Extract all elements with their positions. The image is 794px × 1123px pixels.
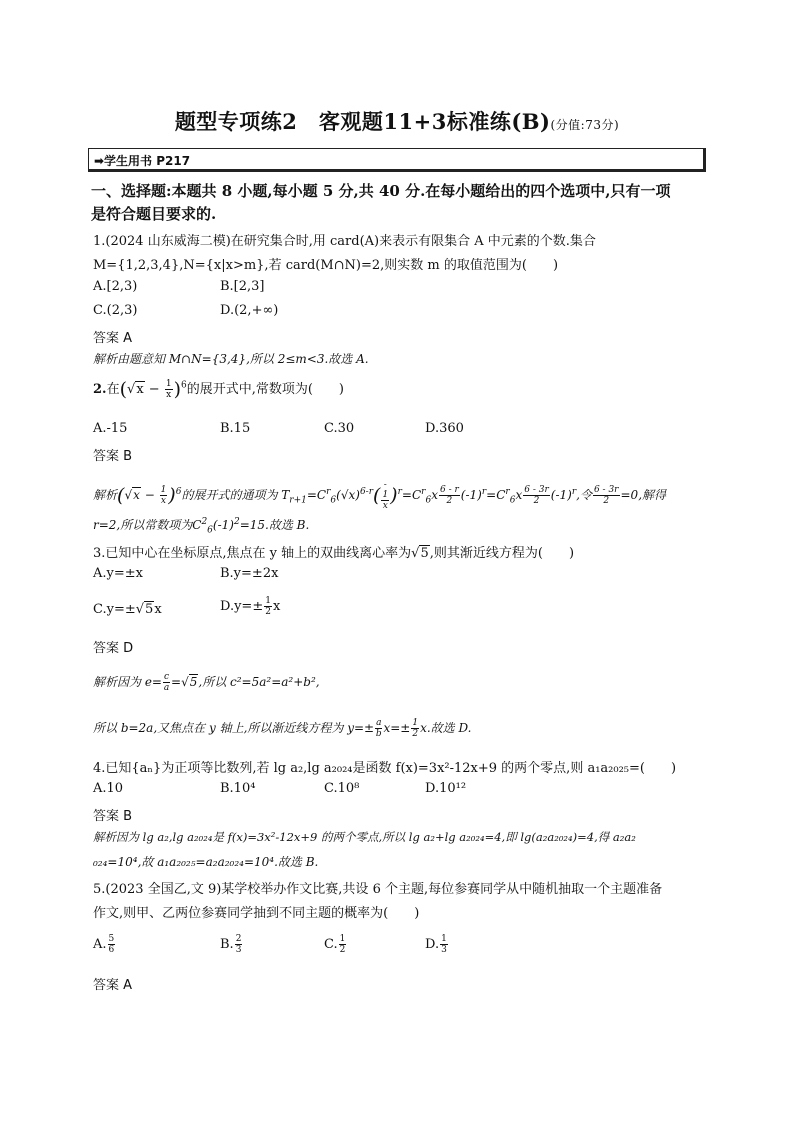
q2-option-a: A.-15 [93, 421, 128, 436]
q1-solution: 解析由题意知 M∩N={3,4},所以 2≤m<3.故选 A. [93, 352, 369, 366]
q4-option-d: D.10¹² [425, 781, 467, 796]
q3-solution-line1: 解析因为 e= $\frac{c}{a}$ =√5,所以 c²=5a²=a²+b², [93, 672, 320, 693]
q2-solution-line1: 解析(√x − $\frac{1}{x}$ )$^6$的展开式的通项为 $T_{r+1}=C^r_6(√x)^{6-r}$( - 1 x )$^r=C^r_6x$ $\frac{6 - r}{2}$ $(-1)^r=C^r_6x$ $\frac{6 - 3r}{2}$ $(-1)^r$,令 $\frac{6 - 3r}{2}$ =0,解得 [93, 480, 667, 511]
q3-option-c: C.y=±√5x [93, 602, 162, 617]
q2-solution-line2: r=2,所以常数项为$C^2_6(-1)^2=15$.故选 B. [93, 517, 310, 536]
q1-option-c: C.(2,3) [93, 303, 138, 318]
q4-option-b: B.10⁴ [220, 781, 256, 796]
q2-stem: 2.在(√x − $\frac{1}{x}$ )$^6$的展开式中,常数项为( ) [93, 378, 344, 401]
q3-answer: 答案 D [93, 641, 134, 656]
q5-option-c: C. $\frac{1}{2}$ [324, 934, 346, 955]
q3-option-d: D.y=± $\frac{1}{2}$ x [220, 596, 281, 617]
title-score: (分值:73分) [550, 118, 620, 132]
q5-stem-line1: 5.(2023 全国乙,文 9)某学校举办作文比赛,共设 6 个主题,每位参赛同学从中随机抽取一个主题准备 [93, 882, 663, 897]
q5-option-a: A. $\frac{5}{6}$ [93, 934, 115, 955]
q1-option-d: D.(2,+∞) [220, 303, 279, 318]
q1-option-b: B.[2,3] [220, 279, 265, 294]
title-main: 题型专项练2 客观题11+3标准练(B) [174, 109, 551, 134]
q5-option-b: B. $\frac{2}{3}$ [220, 934, 242, 955]
q4-answer: 答案 B [93, 809, 133, 824]
q5-option-d: D. $\frac{1}{3}$ [425, 934, 447, 955]
q1-stem-line2: M={1,2,3,4},N={x|x>m},若 card(M∩N)=2,则实数 m 的取值范围为( ) [93, 258, 559, 273]
q5-answer: 答案 A [93, 978, 133, 993]
q4-solution-line1: 解析因为 lg a₂,lg a₂₀₂₄是 f(x)=3x²-12x+9 的两个零点,所以 lg a₂+lg a₂₀₂₄=4,即 lg(a₂a₂₀₂₄)=4,得 a₂a₂ [93, 830, 636, 844]
q3-solution-line2: 所以 b=2a,又焦点在 y 轴上,所以渐近线方程为 y=± $\frac{a}{b}$ x=± $\frac{1}{2}$ x.故选 D. [93, 718, 472, 739]
student-book-label: ➡学生用书 P217 [94, 154, 191, 168]
q1-answer: 答案 A [93, 331, 133, 346]
q5-stem-line2: 作文,则甲、乙两位参赛同学抽到不同主题的概率为( ) [93, 906, 420, 921]
q2-option-b: B.15 [220, 421, 251, 436]
q1-option-a: A.[2,3) [93, 279, 138, 294]
q4-option-a: A.10 [93, 781, 124, 796]
q3-stem: 3.已知中心在坐标原点,焦点在 y 轴上的双曲线离心率为√5,则其渐近线方程为( ) [93, 546, 575, 561]
section-heading-line1: 一、选择题:本题共 8 小题,每小题 5 分,共 40 分.在每小题给出的四个选项中,只有一项 [91, 182, 671, 200]
q4-stem: 4.已知{aₙ}为正项等比数列,若 lg a₂,lg a₂₀₂₄是函数 f(x)=3x²-12x+9 的两个零点,则 a₁a₂₀₂₅=( ) [93, 761, 677, 776]
q2-option-c: C.30 [324, 421, 355, 436]
q4-option-c: C.10⁸ [324, 781, 360, 796]
section-heading-line2: 是符合题目要求的. [91, 205, 217, 223]
q3-option-b: B.y=±2x [220, 566, 279, 581]
page-title [0, 106, 794, 136]
q4-solution-line2: ₀₂₄=10⁴,故 a₁a₂₀₂₅=a₂a₂₀₂₄=10⁴.故选 B. [93, 855, 319, 869]
q2-answer: 答案 B [93, 449, 133, 464]
q1-stem-line1: 1.(2024 山东威海二模)在研究集合时,用 card(A)来表示有限集合 A 中元素的个数.集合 [93, 234, 596, 249]
q3-option-a: A.y=±x [93, 566, 143, 581]
q2-option-d: D.360 [425, 421, 464, 436]
